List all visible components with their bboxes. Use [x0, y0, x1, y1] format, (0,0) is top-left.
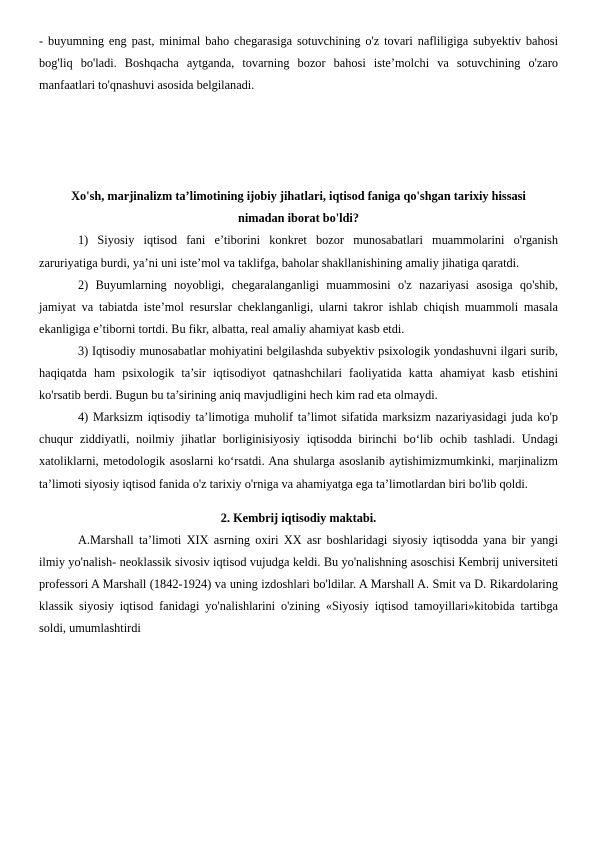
intro-paragraph: - buyumning eng past, minimal baho chegarasiga sotuvchining o'z tovari nafliligiga subyektiv bahosi bog'liq bo'ladi. Boshqacha aytganda, tovarning bozor bahosi iste’molchi va sotuvchining o'zaro manfaatlari to'qnashuvi asosida belgilanadi. — [39, 34, 558, 93]
spacer — [39, 96, 558, 185]
section-heading-marginalism: Xo'sh, marjinalizm ta’limotining ijobiy jihatlari, iqtisod faniga qo'shgan tarixiy hissasi nimadan iborat bo'ldi? — [71, 189, 526, 226]
section-heading-cambridge-school: 2. Kembrij iqtisodiy maktabi. — [220, 510, 377, 525]
document-page — [39, 30, 558, 639]
paragraph-point-2: 2) Buyumlarning noyobligi, chegaralanganligi muammosini o'z nazariyasi asosiga qo'shib, jamiyat va tabiatda iste’mol resurslar cheklanganligi, ularni takror ishlab chiqish muammoli masala ekanligiga e’tiborni tortdi. Bu fikr, albatta, real amaliy ahamiyat kasb etdi. — [39, 277, 558, 336]
spacer — [39, 495, 558, 507]
paragraph-marshall: A.Marshall ta’limoti XIX asrning oxiri XX asr boshlaridagi siyosiy iqtisodda yana bir yangi ilmiy yo'nalish- neoklassik sivosiv iqtisod vujudga keldi. Bu yo'nalishning asoschisi Kembrij universiteti professori A Marshall (1842-1924) va uning izdoshlari bo'ldilar. A Marshall A. Smit va D. Rikardolaring klassik siyosiy iqtisod fanidagi yo'nalishlarini o'zining «Siyosiy iqtisod tamoyillari»kitobida tartibga soldi, umumlashtirdi — [39, 532, 558, 636]
paragraph-point-1: 1) Siyosiy iqtisod fani e’tiborini konkret bozor munosabatlari muammolarini o'rganish zaruriyatiga burdi, ya’ni uni iste’mol va taklifga, baholar shakllanishining amaliy jihatiga qaratdi. — [39, 233, 558, 270]
paragraph-point-4: 4) Marksizm iqtisodiy ta’limotiga muholif ta’limot sifatida marksizm nazariyasidagi juda ko'p chuqur ziddiyatli, noilmiy jihatlar borliginisiyosiy iqtisodda birinchi bo‘lib ochib tashladi. Undagi xatoliklarni, metodologik asoslarni ko‘rsatdi. Ana shularga asoslanib aytishimizmumkinki, marjinalizm ta’limoti siyosiy iqtisod fanida o'z tarixiy o'rniga va ahamiyatga ega ta’limotlardan biri bo'lib qoldi. — [39, 410, 558, 491]
paragraph-point-3: 3) Iqtisodiy munosabatlar mohiyatini belgilashda subyektiv psixologik yondashuvni ilgari surib, haqiqatda ham psixologik ta’sir iqtisodiyot qatnashchilari faoliyatida katta ahamiyat kasb etishini ko'rsatib berdi. Bugun bu ta’sirining aniq mavjudligini hech kim rad eta olmaydi. — [39, 343, 558, 403]
